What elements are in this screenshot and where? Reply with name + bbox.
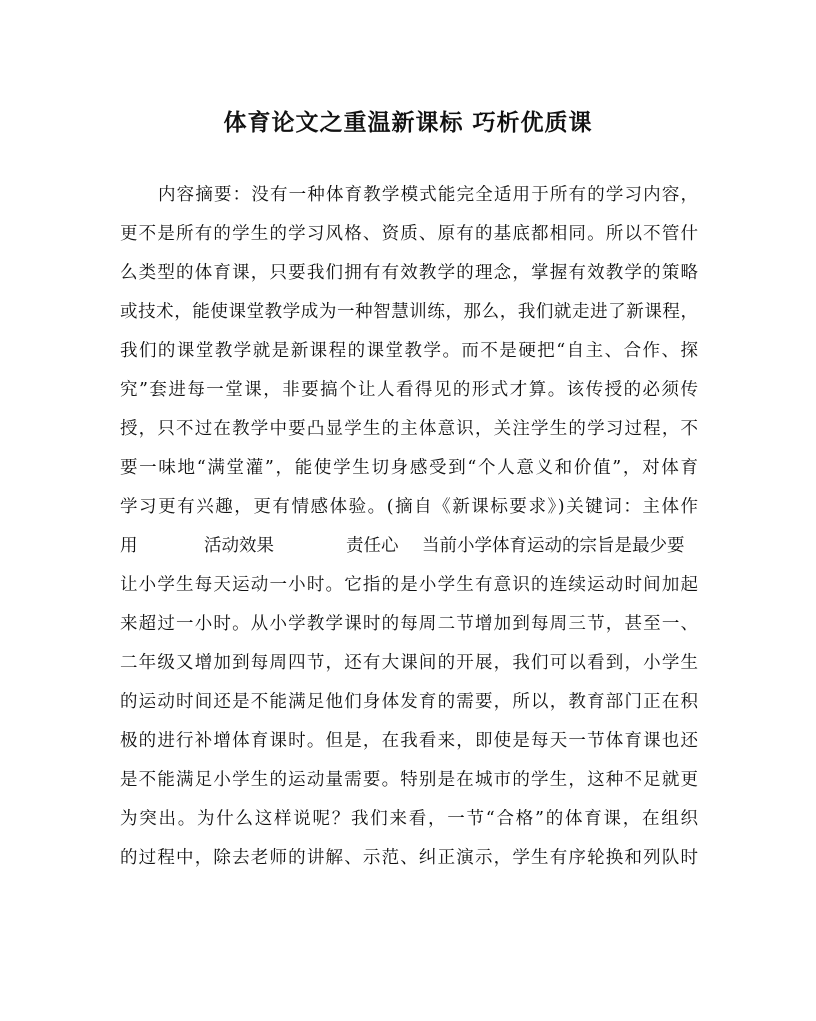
paragraph-line: 我们的课堂教学就是新课程的课堂教学。而不是硬把“自主、合作、探 xyxy=(120,341,698,361)
keyword-rest: 当前小学体育运动的宗旨是最少要 xyxy=(422,536,685,556)
paragraph-line: 更不是所有的学生的学习风格、资质、原有的基底都相同。所以不管什 xyxy=(120,224,698,244)
paragraph-line: 学习更有兴趣，更有情感体验。(摘自《新课标要求》)关键词：主体作 xyxy=(120,497,698,517)
paragraph-line: 内容摘要：没有一种体育教学模式能完全适用于所有的学习内容， xyxy=(158,185,698,205)
paragraph-line: 是不能满足小学生的运动量需要。特别是在城市的学生，这种不足就更 xyxy=(120,770,698,790)
paragraph-line: 来超过一小时。从小学教学课时的每周二节增加到每周三节，甚至一、 xyxy=(120,614,698,634)
keyword-part: 责任心 xyxy=(346,536,399,556)
keyword-part: 活动效果 xyxy=(204,536,274,556)
paragraph-line: 的运动时间还是不能满足他们身体发育的需要，所以，教育部门正在积 xyxy=(120,692,698,712)
paragraph-line: 么类型的体育课，只要我们拥有有效教学的理念，掌握有效教学的策略 xyxy=(120,263,698,283)
paragraph-line: 或技术，能使课堂教学成为一种智慧训练，那么，我们就走进了新课程， xyxy=(120,302,698,322)
keywords-line xyxy=(120,527,698,566)
paragraph-line: 极的进行补增体育课时。但是，在我看来，即使是每天一节体育课也还 xyxy=(120,731,698,751)
paragraph-line: 二年级又增加到每周四节，还有大课间的开展，我们可以看到，小学生 xyxy=(120,653,698,673)
document-body xyxy=(120,176,698,878)
document-title: 体育论文之重温新课标 巧析优质课 xyxy=(223,109,593,136)
paragraph-line: 的过程中，除去老师的讲解、示范、纠正演示，学生有序轮换和列队时 xyxy=(120,848,698,868)
paragraph-line: 授，只不过在教学中要凸显学生的主体意识，关注学生的学习过程，不 xyxy=(120,419,698,439)
keyword-part: 用 xyxy=(120,536,138,556)
paragraph-line: 究”套进每一堂课，非要搞个让人看得见的形式才算。该传授的必须传 xyxy=(120,380,698,400)
paragraph-line: 为突出。为什么这样说呢？我们来看，一节“合格”的体育课，在组织 xyxy=(120,809,698,829)
paragraph-line: 要一味地“满堂灌”，能使学生切身感受到“个人意义和价值”，对体育 xyxy=(120,458,698,478)
paragraph-line: 让小学生每天运动一小时。它指的是小学生有意识的连续运动时间加起 xyxy=(120,575,698,595)
